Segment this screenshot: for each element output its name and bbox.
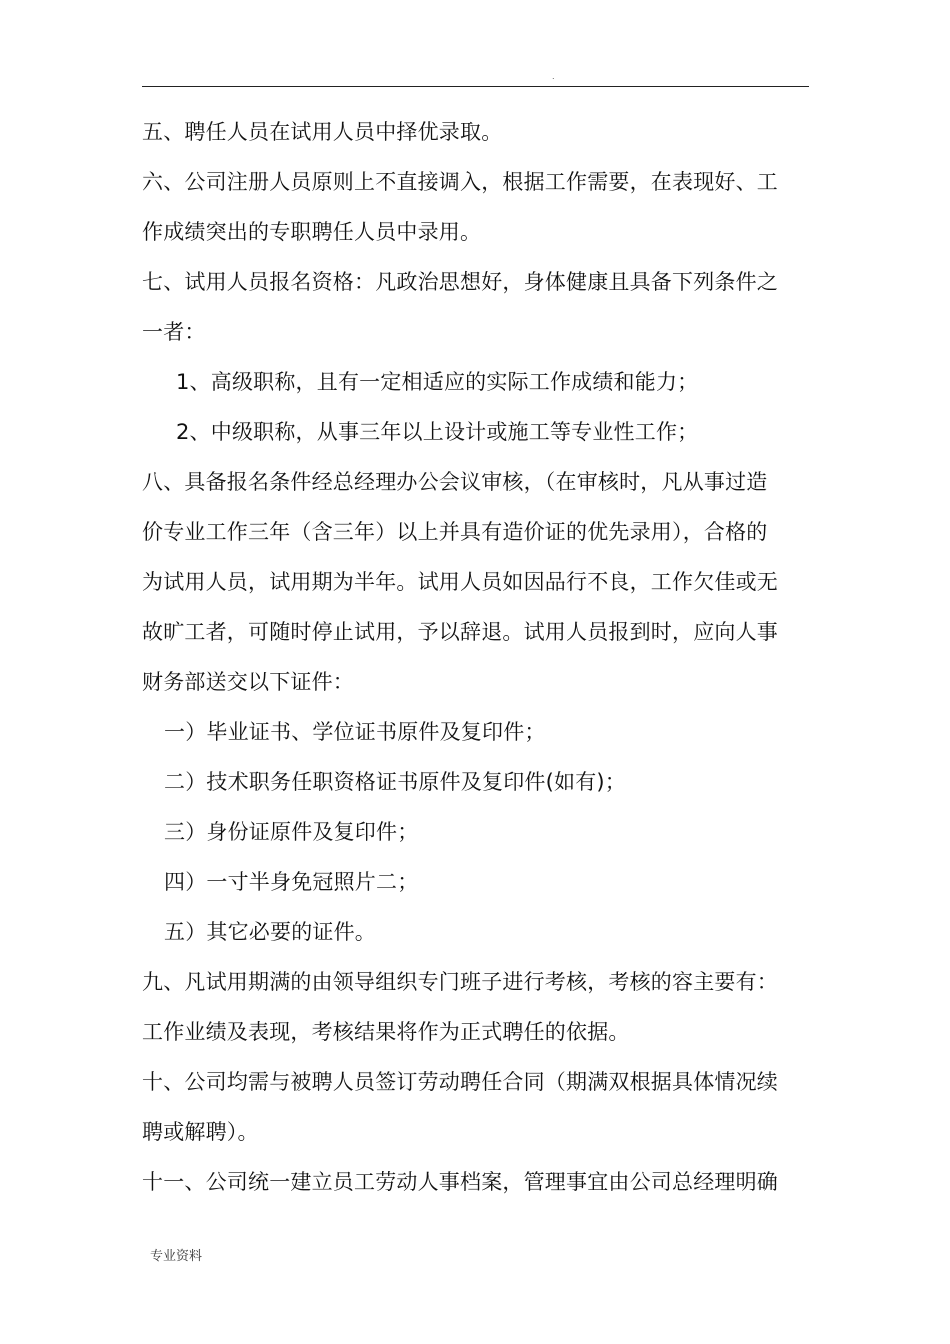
- list-item: 二）技术职务任职资格证书原件及复印件(如有)；: [164, 770, 626, 794]
- footer-label: 专业资料: [150, 1249, 203, 1264]
- paragraph-line: 价专业工作三年（含三年）以上并具有造价证的优先录用），合格的: [142, 520, 768, 544]
- paragraph-line: 十一、公司统一建立员工劳动人事档案，管理事宜由公司总经理明确: [142, 1170, 778, 1194]
- list-item: 1、高级职称，且有一定相适应的实际工作成绩和能力；: [176, 370, 699, 394]
- paragraph-line: 为试用人员，试用期为半年。试用人员如因品行不良，工作欠佳或无: [142, 570, 778, 594]
- paragraph-line: 财务部送交以下证件：: [142, 670, 354, 694]
- paragraph-line: 作成绩突出的专职聘任人员中录用。: [142, 220, 482, 244]
- paragraph-line: 六、公司注册人员原则上不直接调入，根据工作需要，在表现好、工: [142, 170, 778, 194]
- header-rule: [142, 86, 809, 87]
- document-body: [142, 107, 812, 1207]
- list-item: 一）毕业证书、学位证书原件及复印件；: [164, 720, 546, 744]
- paragraph-line: 七、试用人员报名资格：凡政治思想好，身体健康且具备下列条件之: [142, 270, 778, 294]
- list-item: 四）一寸半身免冠照片二；: [164, 870, 419, 894]
- paragraph-line: 五、聘任人员在试用人员中择优录取。: [142, 120, 503, 144]
- list-item: 三）身份证原件及复印件；: [164, 820, 419, 844]
- paragraph-line: 一者：: [142, 320, 206, 344]
- list-item: 五）其它必要的证件。: [164, 920, 376, 944]
- paragraph-line: 十、公司均需与被聘人员签订劳动聘任合同（期满双根据具体情况续: [142, 1070, 778, 1094]
- list-item: 2、中级职称，从事三年以上设计或施工等专业性工作；: [176, 420, 699, 444]
- paragraph-line: 故旷工者，可随时停止试用，予以辞退。试用人员报到时，应向人事: [142, 620, 778, 644]
- paragraph-line: 工作业绩及表现，考核结果将作为正式聘任的依据。: [142, 1020, 630, 1044]
- paragraph-line: 聘或解聘）。: [142, 1120, 259, 1144]
- paragraph-line: 九、凡试用期满的由领导组织专门班子进行考核，考核的容主要有：: [142, 970, 778, 994]
- header-mark: .: [552, 72, 555, 81]
- paragraph-line: 八、具备报名条件经总经理办公会议审核，（在审核时，凡从事过造: [142, 470, 768, 494]
